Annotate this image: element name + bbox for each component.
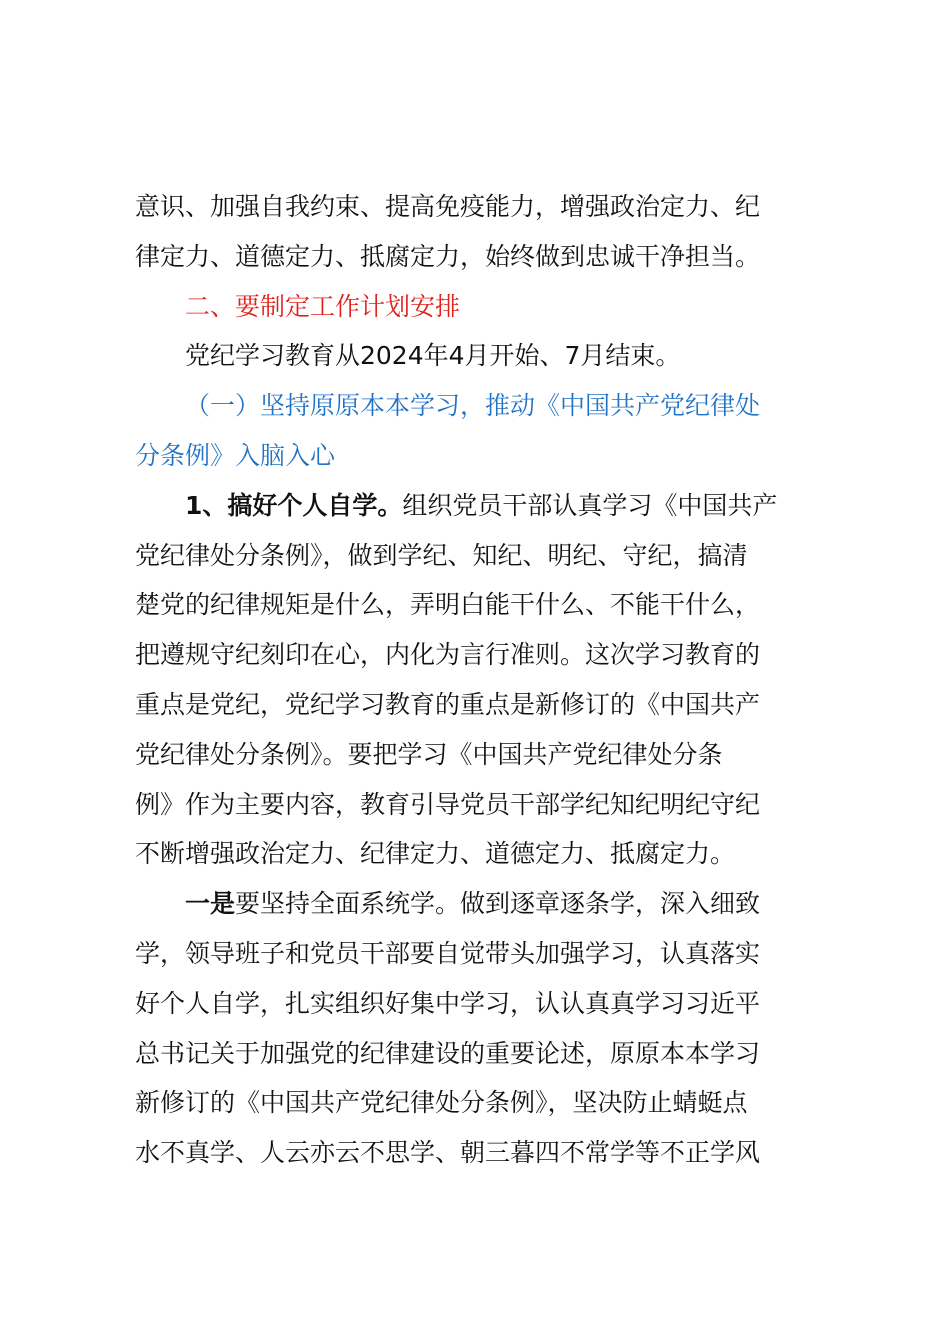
text-line bbox=[135, 879, 835, 929]
text-line: 不断增强政治定力、纪律定力、道德定力、抵腐定力。 bbox=[135, 839, 736, 869]
text-line bbox=[135, 481, 835, 531]
paragraph-self-study bbox=[135, 481, 835, 879]
text-line: 楚党的纪律规矩是什么，弄明白能干什么、不能干什么， bbox=[135, 590, 761, 620]
schedule-text: 党纪学习教育从2024年4月开始、7月结束。 bbox=[185, 341, 681, 371]
text-line: 总书记关于加强党的纪律建设的重要论述，原原本本学习 bbox=[135, 1038, 761, 1068]
paragraph-systematic-study bbox=[135, 879, 835, 1178]
text-line: 把遵规守纪刻印在心，内化为言行准则。这次学习教育的 bbox=[135, 640, 761, 670]
paragraph-continuation bbox=[135, 182, 835, 282]
text-line: 水不真学、人云亦云不思学、朝三暮四不常学等不正学风 bbox=[135, 1138, 761, 1168]
subheading-line: （一）坚持原原本本学习，推动《中国共产党纪律处 bbox=[185, 391, 761, 421]
text-line: 重点是党纪，党纪学习教育的重点是新修订的《中国共产 bbox=[135, 689, 761, 719]
text-run: 要坚持全面系统学。做到逐章逐条学，深入细致 bbox=[235, 889, 761, 919]
document-body bbox=[135, 182, 835, 1178]
bold-lead: 1、搞好个人自学。 bbox=[185, 490, 403, 520]
text-line: 好个人自学，扎实组织好集中学习，认认真真学习习近平 bbox=[135, 988, 761, 1018]
text-line: 新修订的《中国共产党纪律处分条例》，坚决防止蜻蜓点 bbox=[135, 1088, 748, 1118]
subsection-heading-1 bbox=[135, 381, 835, 481]
text-line: 党纪律处分条例》，做到学纪、知纪、明纪、守纪，搞清 bbox=[135, 540, 748, 570]
text-line: 例》作为主要内容，教育引导党员干部学纪知纪明纪守纪 bbox=[135, 789, 761, 819]
section-heading-2 bbox=[135, 282, 835, 332]
text-line: 学，领导班子和党员干部要自觉带头加强学习，认真落实 bbox=[135, 938, 761, 968]
subheading-line: 分条例》入脑入心 bbox=[135, 440, 336, 470]
paragraph-schedule bbox=[135, 331, 835, 381]
section-heading-text: 二、要制定工作计划安排 bbox=[185, 291, 461, 321]
text-line: 律定力、道德定力、抵腐定力，始终做到忠诚干净担当。 bbox=[135, 241, 761, 271]
text-line: 意识、加强自我约束、提高免疫能力，增强政治定力、纪 bbox=[135, 192, 761, 221]
text-line: 党纪律处分条例》。要把学习《中国共产党纪律处分条 bbox=[135, 739, 723, 769]
text-run: 组织党员干部认真学习《中国共产 bbox=[402, 490, 778, 520]
bold-lead: 一是 bbox=[185, 889, 236, 919]
